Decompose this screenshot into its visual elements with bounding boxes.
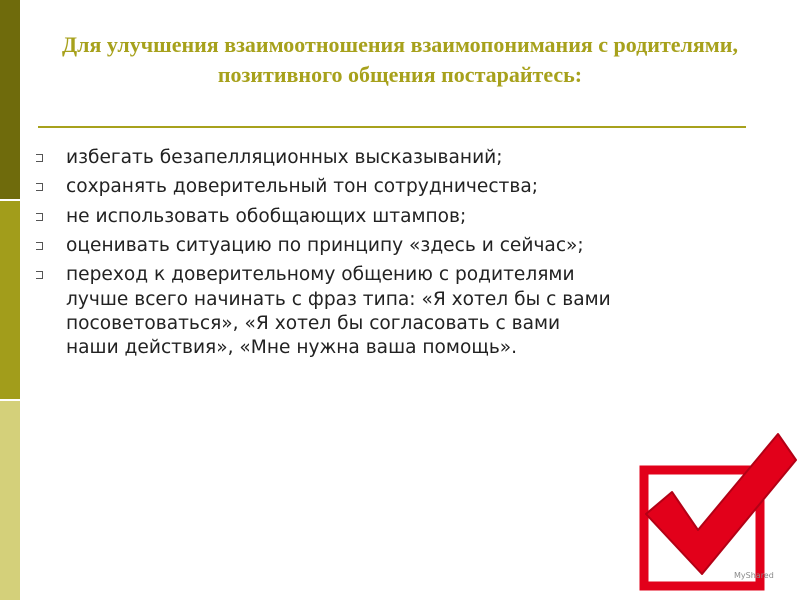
title-underline [38, 126, 746, 128]
bullet-square-icon [36, 242, 43, 250]
bullet-list [36, 146, 616, 366]
bullet-text: не использовать обобщающих штампов; [66, 205, 467, 227]
bullet-item [36, 205, 616, 229]
bullet-square-icon [36, 154, 43, 162]
bullet-item [36, 175, 616, 199]
sidebar-band-top [0, 0, 20, 200]
sidebar-divider [0, 399, 20, 401]
bullet-text: сохранять доверительный тон сотрудничества; [66, 176, 539, 198]
slide-title: Для улучшения взаимоотношения взаимопонимания с родителями, позитивного общения постарайтесь: [62, 32, 738, 87]
bullet-square-icon [36, 183, 43, 191]
sidebar-band-bottom [0, 400, 20, 600]
bullet-text: переход к доверительному общению с родителями лучше всего начинать с фраз типа: «Я хотел бы с вами посоветоваться», «Я хотел бы согласовать с вами наши действия», «Мне нужна ваша помощь». [66, 264, 611, 359]
sidebar-band-middle [0, 200, 20, 400]
bullet-item [36, 263, 616, 360]
watermark: МyShared [734, 571, 774, 580]
red-checkmark-icon [632, 426, 800, 600]
sidebar-divider [0, 199, 20, 201]
bullet-item [36, 234, 616, 258]
bullet-item [36, 146, 616, 170]
bullet-square-icon [36, 271, 43, 279]
bullet-square-icon [36, 213, 43, 221]
bullet-text: избегать безапелляционных высказываний; [66, 147, 503, 168]
bullet-text: оценивать ситуацию по принципу «здесь и сейчас»; [66, 235, 584, 257]
